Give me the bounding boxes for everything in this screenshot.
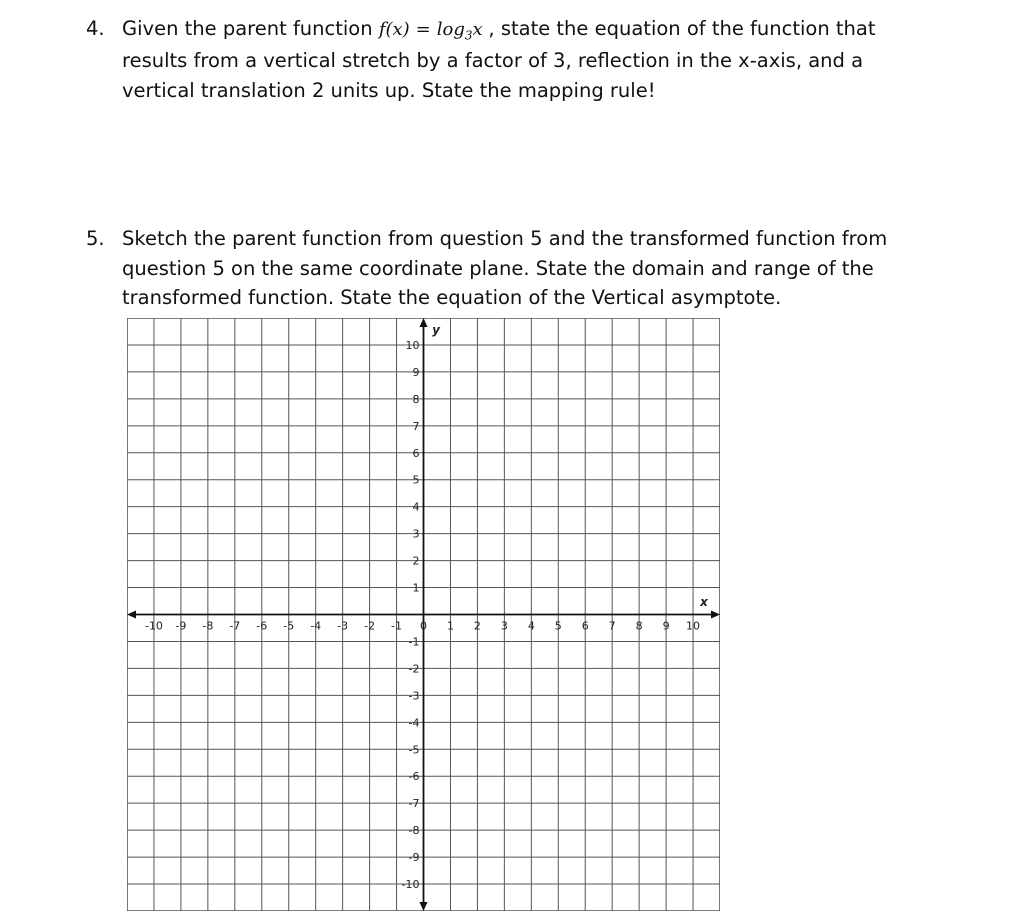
question-4-text-before: Given the parent function xyxy=(122,17,373,40)
y-tick-label: 5 xyxy=(412,473,420,487)
y-tick-label: -1 xyxy=(408,635,420,649)
x-tick-label: 10 xyxy=(686,619,701,633)
question-4-line-2: results from a vertical stretch by a factor of 3, reflection in the x-axis, and a xyxy=(122,49,864,72)
y-tick-label: -4 xyxy=(408,716,420,730)
equals-sign: = xyxy=(415,19,431,40)
y-tick-label: 3 xyxy=(412,527,420,541)
x-tick-label: 8 xyxy=(635,619,643,633)
y-tick-label: -9 xyxy=(408,851,420,865)
y-tick-label: 7 xyxy=(412,419,420,433)
x-tick-label: -8 xyxy=(202,619,214,633)
parent-function-equation xyxy=(378,19,489,43)
y-tick-label: -8 xyxy=(408,824,420,838)
coordinate-grid-svg xyxy=(127,318,720,911)
y-tick-label: 9 xyxy=(412,365,420,379)
x-axis-label: x xyxy=(700,595,708,609)
x-tick-label: -4 xyxy=(310,619,322,633)
y-tick-label: 8 xyxy=(412,392,420,406)
log-label: log xyxy=(436,19,465,40)
y-tick-label: 2 xyxy=(412,554,420,568)
question-5-line-1: Sketch the parent function from question 5 and the transformed function from xyxy=(122,227,888,250)
x-tick-label: 1 xyxy=(446,619,454,633)
x-tick-label: 7 xyxy=(608,619,616,633)
question-4-number: 4. xyxy=(86,17,105,40)
y-tick-label: -10 xyxy=(401,878,420,892)
x-tick-label: -9 xyxy=(175,619,187,633)
coordinate-grid xyxy=(127,318,720,911)
x-tick-label: 4 xyxy=(527,619,535,633)
y-tick-label: -2 xyxy=(408,662,420,676)
x-axis-arrow-left xyxy=(127,611,136,619)
question-5-line-2: question 5 on the same coordinate plane. State the domain and range of the xyxy=(122,257,874,280)
axes xyxy=(127,318,720,911)
x-tick-label: 9 xyxy=(662,619,670,633)
y-tick-label: 4 xyxy=(412,500,420,514)
y-tick-label: -3 xyxy=(408,689,420,703)
question-5-line-3: transformed function. State the equation of the Vertical asymptote. xyxy=(122,286,782,309)
y-axis-label: y xyxy=(432,323,440,337)
y-tick-label: 6 xyxy=(412,446,420,460)
x-tick-label: 0 xyxy=(420,619,427,633)
y-tick-label: 10 xyxy=(405,338,420,352)
x-tick-label: 5 xyxy=(554,619,562,633)
y-axis-arrow-down xyxy=(420,902,428,911)
fx-label: f(x) xyxy=(378,19,410,40)
x-axis-arrow-right xyxy=(711,611,720,619)
log-argument: x xyxy=(472,19,483,40)
y-tick-label: 1 xyxy=(412,581,420,595)
x-tick-label: -1 xyxy=(391,619,403,633)
question-4-text-after: , state the equation of the function that xyxy=(488,17,876,40)
y-tick-label: -7 xyxy=(408,797,420,811)
question-4-line-3: vertical translation 2 units up. State the mapping rule! xyxy=(122,79,656,102)
question-5-number: 5. xyxy=(86,227,105,250)
x-tick-label: -10 xyxy=(144,619,163,633)
x-tick-label: -6 xyxy=(256,619,268,633)
x-tick-label: -7 xyxy=(229,619,241,633)
x-tick-label: 6 xyxy=(581,619,589,633)
y-tick-label: -6 xyxy=(408,770,420,784)
y-tick-label: -5 xyxy=(408,743,420,757)
log-base: 3 xyxy=(464,28,473,43)
x-tick-label: 2 xyxy=(473,619,481,633)
x-tick-label: -2 xyxy=(364,619,376,633)
x-tick-label: -3 xyxy=(337,619,349,633)
x-tick-label: 3 xyxy=(500,619,508,633)
y-axis-arrow-up xyxy=(420,318,428,327)
x-tick-label: -5 xyxy=(283,619,295,633)
